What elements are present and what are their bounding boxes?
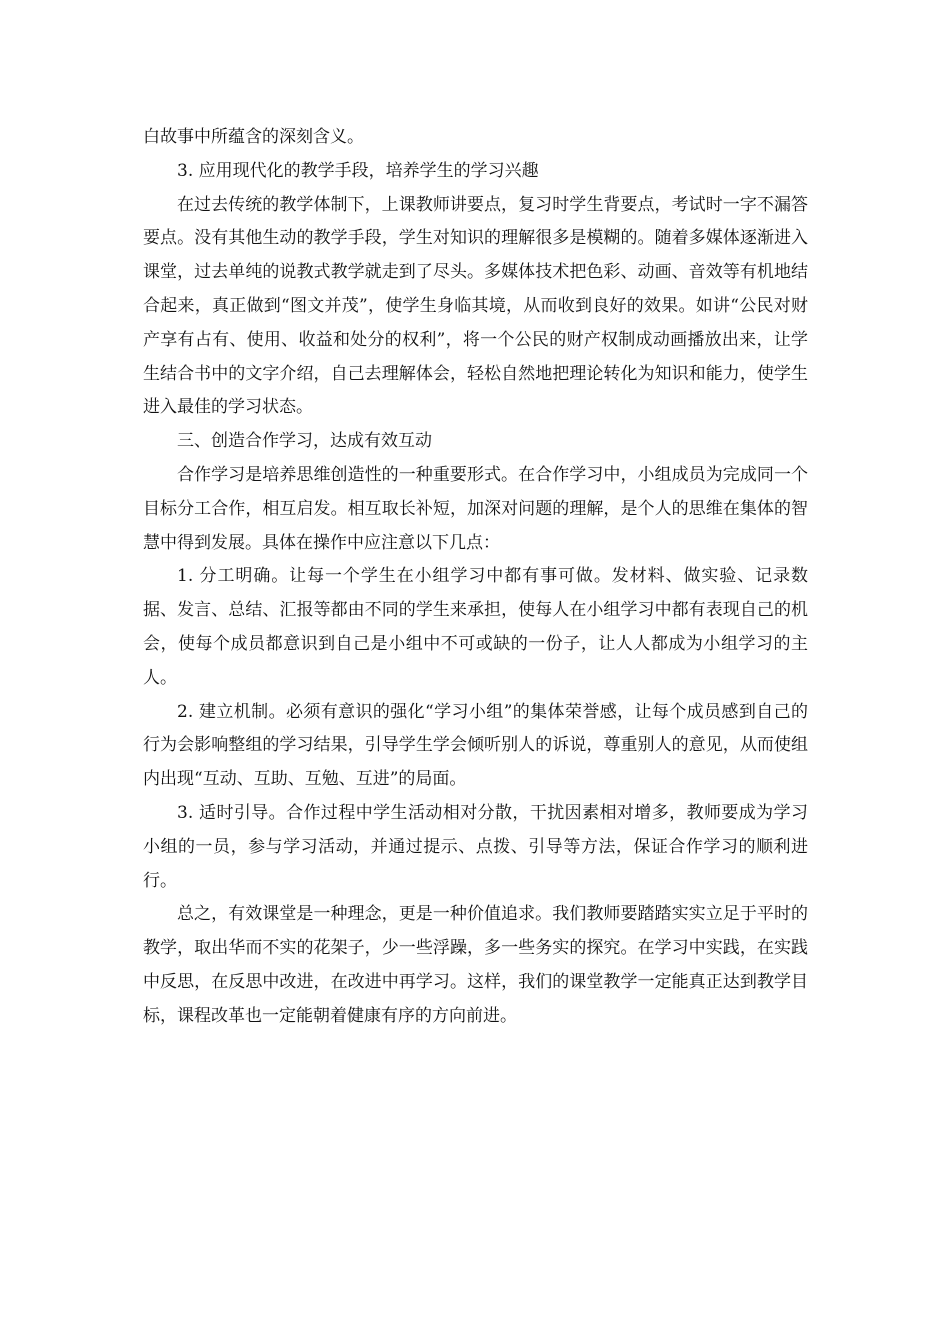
subheading-modern-teaching: 3. 应用现代化的教学手段，培养学生的学习兴趣 — [177, 160, 539, 181]
list-item-mechanism: 2. 建立机制。必须有意识的强化“学习小组”的集体荣誉感，让每个成员感到自己的行为会影响整组的学习结果，引导学生学会倾听别人的诉说，尊重别人的意见，从而使组内出现“互动、互助、互勉、互进”的局面。 — [143, 701, 808, 790]
paragraph-conclusion: 总之，有效课堂是一种理念，更是一种价值追求。我们教师要踏踏实实立足于平时的教学，取出华而不实的花架子，少一些浮躁，多一些务实的探究。在学习中实践，在实践中反思，在反思中改进，在改进中再学习。这样，我们的课堂教学一定能真正达到教学目标，课程改革也一定能朝着健康有序的方向前进。 — [143, 904, 808, 1026]
list-item-division-of-labor: 1. 分工明确。让每一个学生在小组学习中都有事可做。发材料、做实验、记录数据、发言、总结、汇报等都由不同的学生来承担，使每人在小组学习中都有表现自己的机会，使每个成员都意识到自己是小组中不可或缺的一份子，让人人都成为小组学习的主人。 — [143, 566, 808, 688]
paragraph-cooperative-intro: 合作学习是培养思维创造性的一种重要形式。在合作学习中，小组成员为完成同一个目标分工合作，相互启发。相互取长补短，加深对问题的理解，是个人的思维在集体的智慧中得到发展。具体在操作中应注意以下几点： — [143, 464, 808, 553]
paragraph-multimedia: 在过去传统的教学体制下，上课教师讲要点，复习时学生背要点，考试时一字不漏答要点。没有其他生动的教学手段，学生对知识的理解很多是模糊的。随着多媒体逐渐进入课堂，过去单纯的说教式教学就走到了尽头。多媒体技术把色彩、动画、音效等有机地结合起来，真正做到“图文并茂”，使学生身临其境，从而收到良好的效果。如讲“公民对财产享有占有、使用、收益和处分的权利”，将一个公民的财产权制成动画播放出来，让学生结合书中的文字介绍，自己去理解体会，轻松自然地把理论转化为知识和能力，使学生进入最佳的学习状态。 — [143, 194, 808, 418]
document-body — [143, 121, 808, 1034]
section-heading-cooperative-learning: 三、创造合作学习，达成有效互动 — [177, 431, 432, 452]
list-item-guidance: 3. 适时引导。合作过程中学生活动相对分散，干扰因素相对增多，教师要成为学习小组的一员，参与学习活动，并通过提示、点拨、引导等方法，保证合作学习的顺利进行。 — [143, 802, 808, 891]
paragraph-continuation: 白故事中所蕴含的深刻含义。 — [143, 127, 364, 147]
